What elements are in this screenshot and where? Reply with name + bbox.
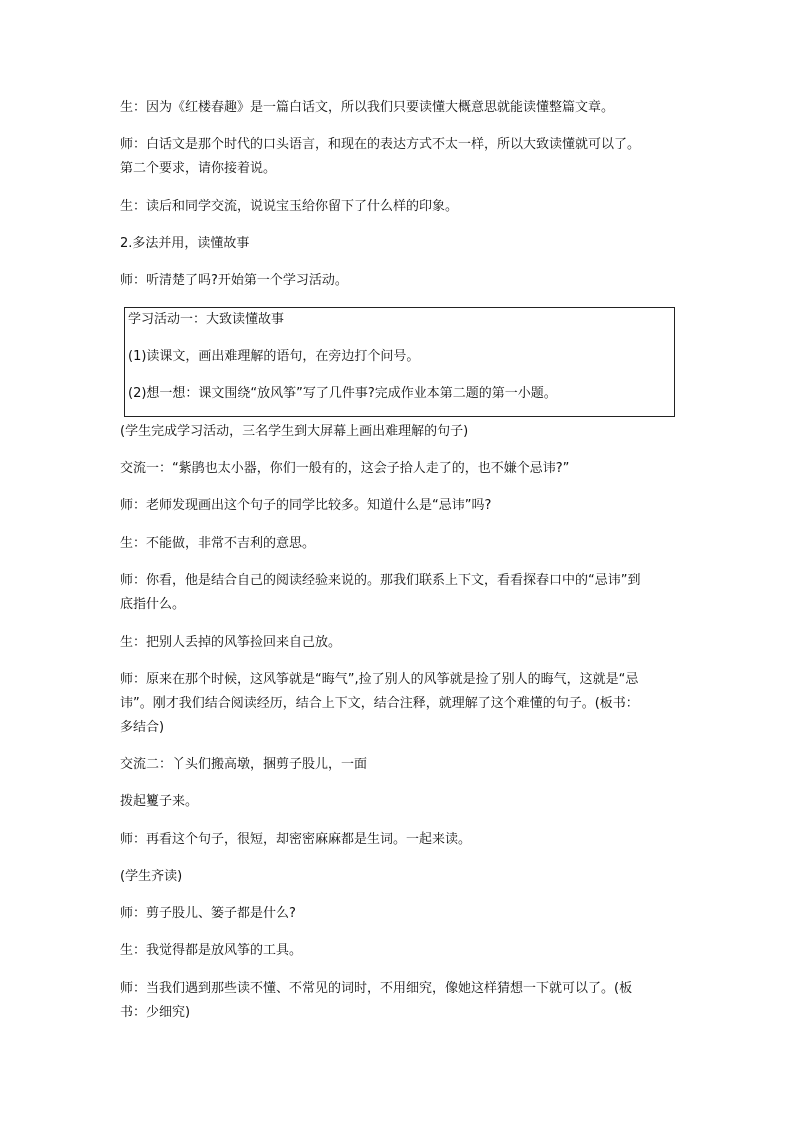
- stage-direction: (学生齐读): [120, 869, 183, 884]
- dialogue-line: 生：因为《红楼春趣》是一篇白话文，所以我们只要读懂大概意思就能读懂整篇文章。: [120, 100, 615, 115]
- dialogue-line: 生：我觉得都是放风筝的工具。: [120, 943, 303, 958]
- dialogue-line: 师：老师发现画出这个句子的同学比较多。知道什么是“忌讳”吗?: [120, 498, 492, 513]
- dialogue-line: 讳”。刚才我们结合阅读经历，结合上下文，结合注释，就理解了这个难懂的句子。(板书：: [120, 696, 639, 711]
- dialogue-line: 师：当我们遇到那些读不懂、不常见的词时，不用细究，像她这样猜想一下就可以了。(板: [120, 981, 633, 996]
- dialogue-line: 底指什么。: [120, 597, 186, 612]
- dialogue-line: 书：少细究): [120, 1005, 191, 1020]
- dialogue-line: 交流一：“紫鹃也太小器，你们一般有的，这会子拾人走了的，也不嫌个忌讳?”: [120, 461, 570, 476]
- dialogue-line: 师：再看这个句子，很短，却密密麻麻都是生词。一起来读。: [120, 832, 472, 847]
- dialogue-line: 拨起籰子来。: [120, 794, 199, 809]
- dialogue-line: 师：白话文是那个时代的口头语言，和现在的表达方式不太一样，所以大致读懂就可以了。: [120, 137, 641, 152]
- dialogue-line: 多结合): [120, 720, 165, 735]
- activity-title: 学习活动一：大致读懂故事: [128, 312, 285, 327]
- dialogue-line: 生：不能做，非常不吉利的意思。: [120, 536, 316, 551]
- dialogue-line: 师：原来在那个时候，这风筝就是“晦气”,捡了别人的风筝就是捡了别人的晦气，这就是“忌: [120, 672, 639, 687]
- section-heading: 2.多法并用，读懂故事: [120, 236, 250, 251]
- activity-box: [124, 307, 675, 417]
- dialogue-line: 生：把别人丢掉的风筝捡回来自己放。: [120, 635, 342, 650]
- activity-item: (2)想一想：课文围绕“放风筝”写了几件事?完成作业本第二题的第一小题。: [128, 386, 557, 401]
- activity-item: (1)读课文，画出难理解的语句，在旁边打个问号。: [128, 349, 420, 364]
- dialogue-line: 师：你看，他是结合自己的阅读经验来说的。那我们联系上下文，看看探春口中的“忌讳”到: [120, 573, 641, 588]
- dialogue-line: 师：听清楚了吗?开始第一个学习活动。: [120, 273, 348, 288]
- dialogue-line: 生：读后和同学交流，说说宝玉给你留下了什么样的印象。: [120, 199, 459, 214]
- dialogue-line: 师：剪子股儿、篓子都是什么?: [120, 906, 296, 921]
- dialogue-line: 交流二：丫头们搬高墩，捆剪子股儿，一面: [120, 757, 368, 772]
- stage-direction: (学生完成学习活动，三名学生到大屏幕上画出难理解的句子): [120, 424, 469, 439]
- dialogue-line: 第二个要求，请你接着说。: [120, 161, 277, 176]
